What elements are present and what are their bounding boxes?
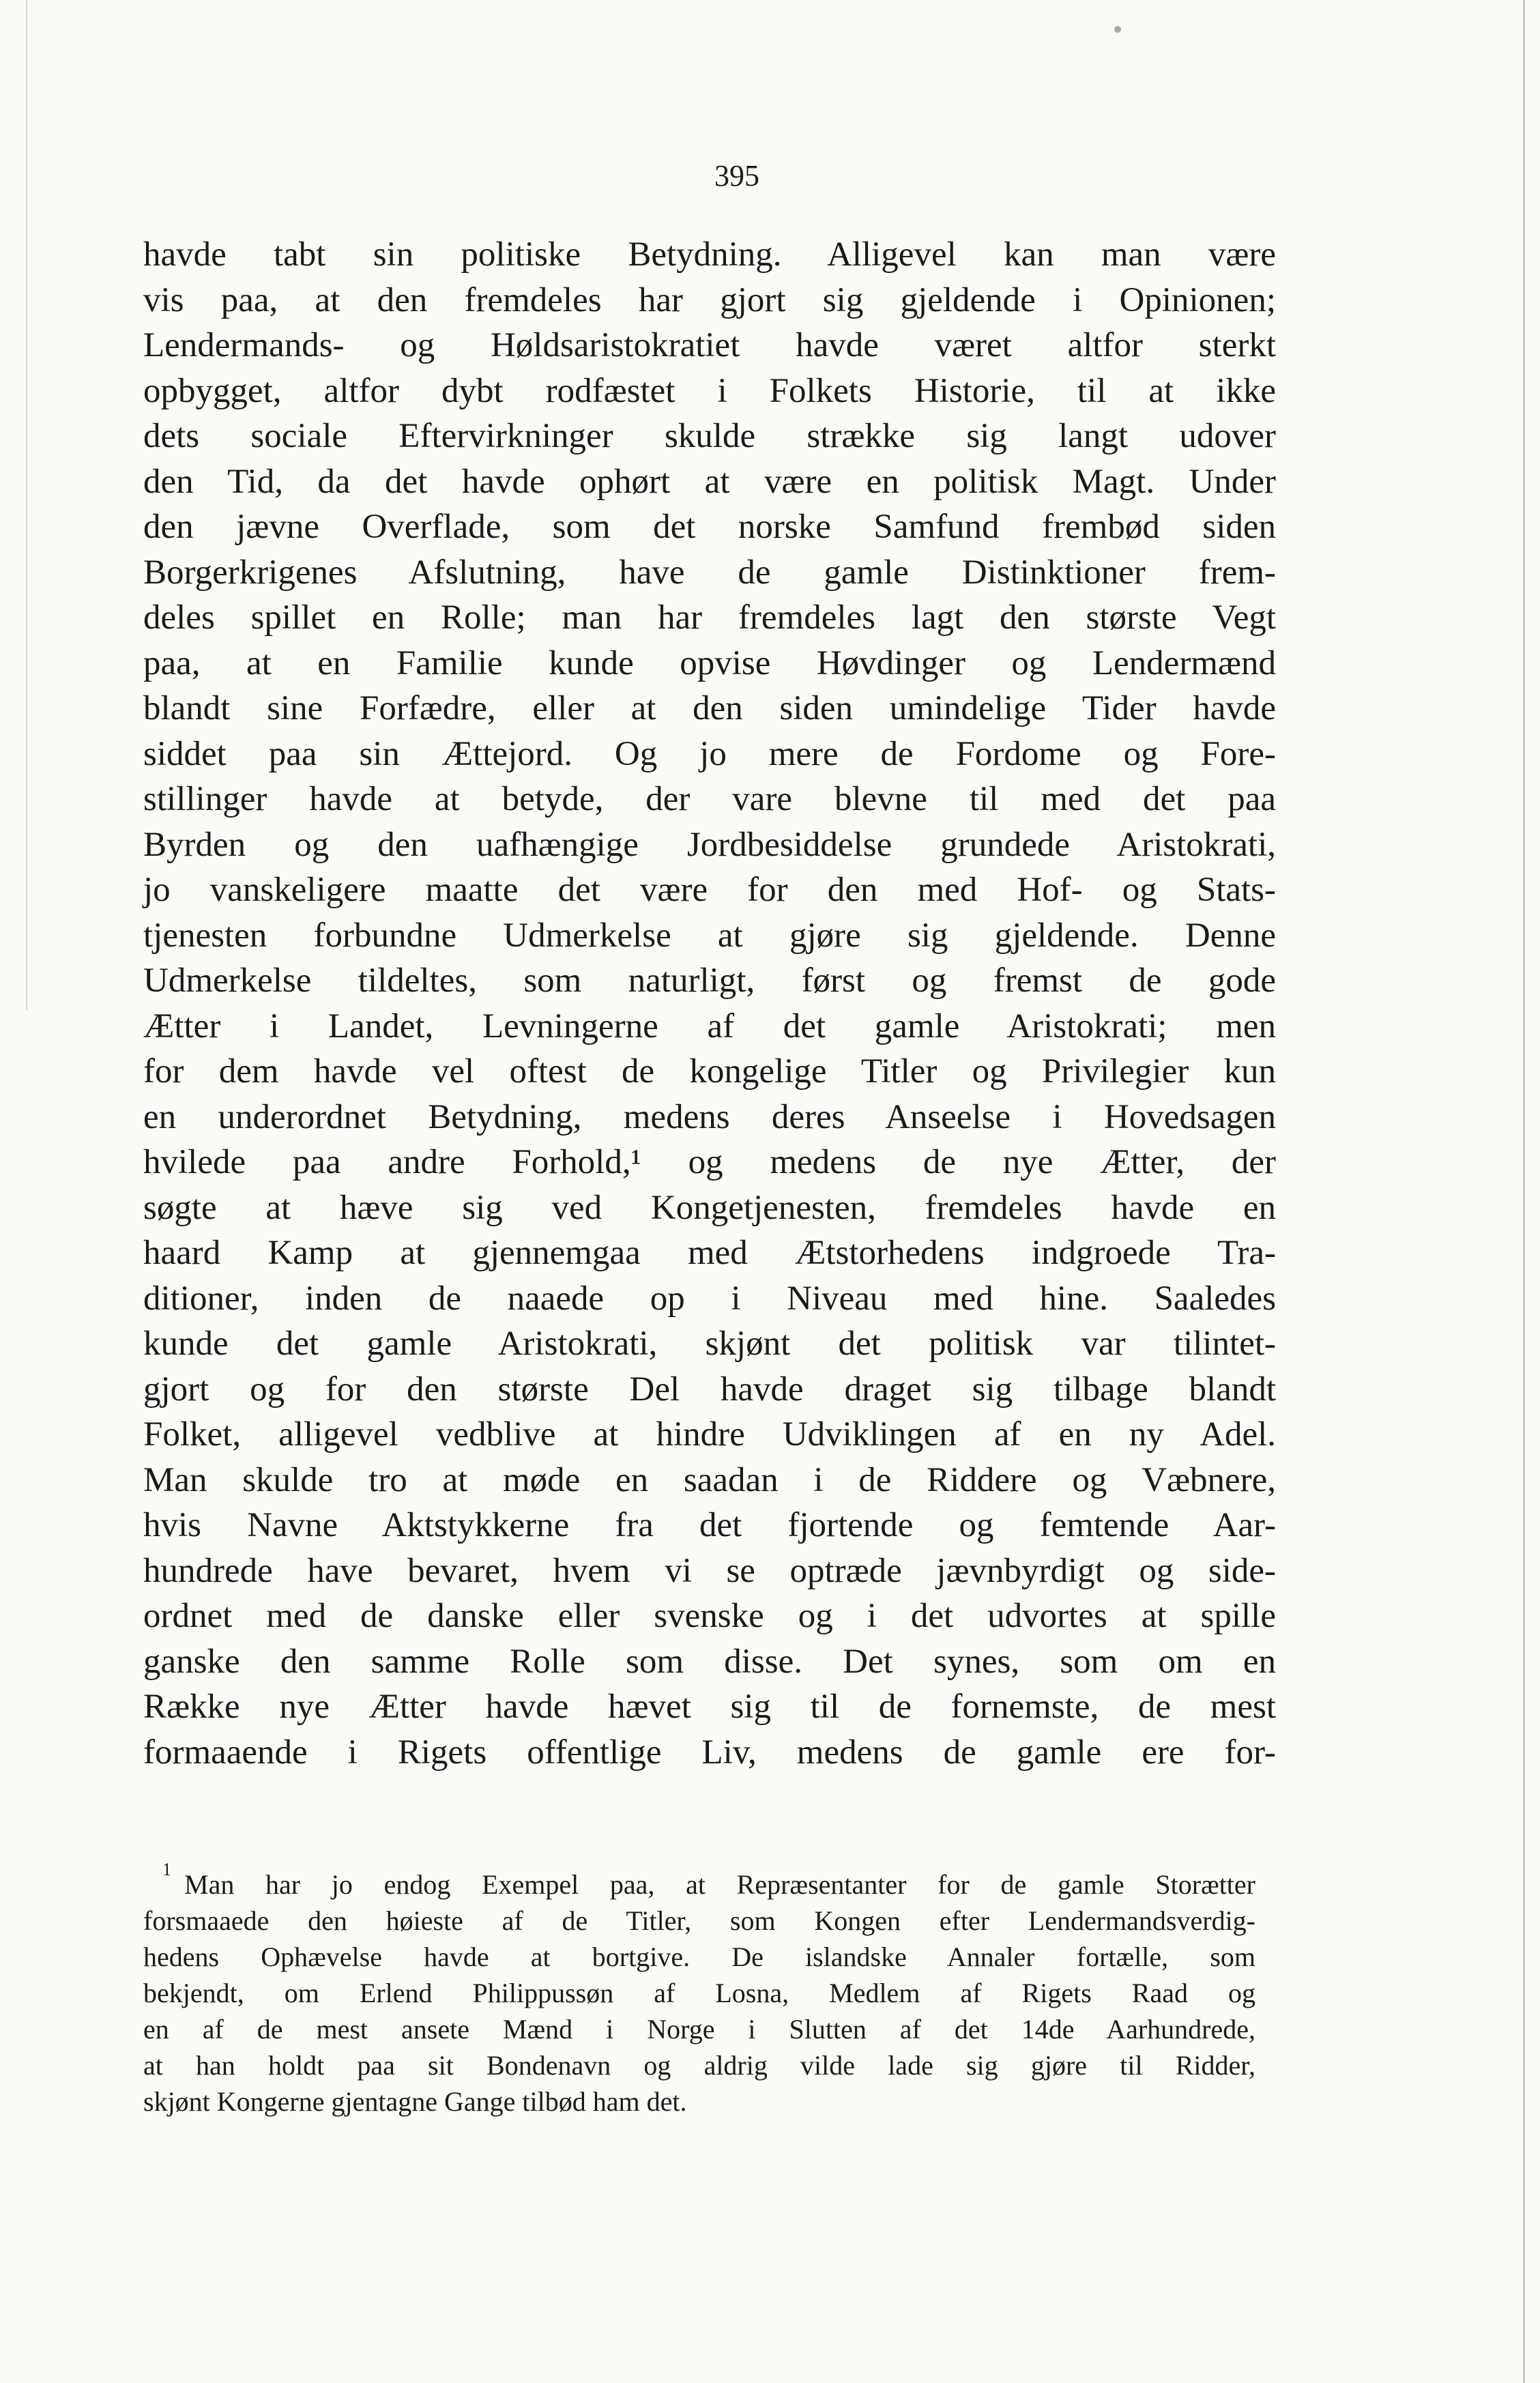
- text-line: søgte at hæve sig ved Kongetjenesten, fremdeles havde en: [143, 1188, 1276, 1227]
- text-line: hvis Navne Aktstykkerne fra det fjortende og femtende Aar-: [143, 1506, 1276, 1544]
- text-line: gjort og for den største Del havde draget sig tilbage blandt: [143, 1370, 1276, 1409]
- footnote-line: at han holdt paa sit Bondenavn og aldrig vilde lade sig gjøre til Ridder,: [143, 2050, 1255, 2081]
- footnote-line: [143, 1860, 1255, 1903]
- page-edge-right: [1523, 0, 1525, 2383]
- footnote-line: forsmaaede den høieste af de Titler, som Kongen efter Lendermandsverdig-: [143, 1905, 1255, 1936]
- text-line: Udmerkelse tildeltes, som naturligt, først og fremst de gode: [143, 962, 1276, 1000]
- text-line: siddet paa sin Ættejord. Og jo mere de Fordome og Fore-: [143, 734, 1276, 773]
- text-line: stillinger havde at betyde, der vare blevne til med det paa: [143, 780, 1276, 818]
- text-line: kunde det gamle Aristokrati, skjønt det politisk var tilintet-: [143, 1325, 1276, 1363]
- footnote-line: skjønt Kongerne gjentagne Gange tilbød ham det.: [143, 2086, 687, 2117]
- text-line: Folket, alligevel vedblive at hindre Udviklingen af en ny Adel.: [143, 1415, 1276, 1454]
- page-edge-left: [26, 0, 27, 1010]
- text-line: formaaende i Rigets offentlige Liv, medens de gamle ere for-: [143, 1733, 1276, 1772]
- ink-speck: [1114, 26, 1121, 33]
- text-line: opbygget, altfor dybt rodfæstet i Folkets Historie, til at ikke: [143, 371, 1276, 410]
- text-line: blandt sine Forfædre, eller at den siden umindelige Tider havde: [143, 689, 1276, 727]
- text-line: Lendermands- og Høldsaristokratiet havde været altfor sterkt: [143, 326, 1276, 364]
- text-line: hundrede have bevaret, hvem vi se optræde jævnbyrdigt og side-: [143, 1551, 1276, 1590]
- footnote: [143, 1860, 1255, 2120]
- text-line: ganske den samme Rolle som disse. Det synes, som om en: [143, 1642, 1276, 1681]
- text-line: dets sociale Eftervirkninger skulde strække sig langt udover: [143, 417, 1276, 455]
- text-line: tjenesten forbundne Udmerkelse at gjøre sig gjeldende. Denne: [143, 916, 1276, 955]
- text-line: den jævne Overflade, som det norske Samfund frembød siden: [143, 508, 1276, 546]
- body-text: [143, 232, 1276, 1775]
- footnote-line: hedens Ophævelse havde at bortgive. De islandske Annaler fortælle, som: [143, 1941, 1255, 1972]
- text-line: Række nye Ætter havde hævet sig til de fornemste, de mest: [143, 1688, 1276, 1726]
- text-line: Ætter i Landet, Levningerne af det gamle Aristokrati; men: [143, 1007, 1276, 1045]
- text-line: den Tid, da det havde ophørt at være en politisk Magt. Under: [143, 462, 1276, 501]
- page-number: 395: [714, 159, 759, 192]
- text-line: Byrden og den uafhængige Jordbesiddelse grundede Aristokrati,: [143, 825, 1276, 864]
- text-line: ditioner, inden de naaede op i Niveau med hine. Saaledes: [143, 1279, 1276, 1318]
- text-line: Man skulde tro at møde en saadan i de Riddere og Væbnere,: [143, 1460, 1276, 1499]
- text-line: jo vanskeligere maatte det være for den med Hof- og Stats-: [143, 871, 1276, 909]
- footnote-text: Man har jo endog Exempel paa, at Repræsentanter for de gamle Storætter: [184, 1869, 1255, 1900]
- text-line: havde tabt sin politiske Betydning. Alligevel kan man være: [143, 235, 1276, 274]
- footnote-line: bekjendt, om Erlend Philippussøn af Losna, Medlem af Rigets Raad og: [143, 1978, 1255, 2008]
- text-line: hvilede paa andre Forhold,¹ og medens de nye Ætter, der: [143, 1143, 1276, 1181]
- text-line: deles spillet en Rolle; man har fremdeles lagt den største Vegt: [143, 598, 1276, 637]
- text-line: for dem havde vel oftest de kongelige Titler og Privilegier kun: [143, 1052, 1276, 1091]
- text-line: paa, at en Familie kunde opvise Høvdinger og Lendermænd: [143, 644, 1276, 682]
- text-line: haard Kamp at gjennemgaa med Ætstorhedens indgroede Tra-: [143, 1234, 1276, 1272]
- footnote-line: en af de mest ansete Mænd i Norge i Slutten af det 14de Aarhundrede,: [143, 2014, 1255, 2045]
- text-line: vis paa, at den fremdeles har gjort sig gjeldende i Opinionen;: [143, 280, 1276, 319]
- text-line: Borgerkrigenes Afslutning, have de gamle Distinktioner frem-: [143, 553, 1276, 592]
- text-line: ordnet med de danske eller svenske og i det udvortes at spille: [143, 1597, 1276, 1635]
- footnote-marker: 1: [162, 1860, 171, 1879]
- text-line: en underordnet Betydning, medens deres Anseelse i Hovedsagen: [143, 1097, 1276, 1136]
